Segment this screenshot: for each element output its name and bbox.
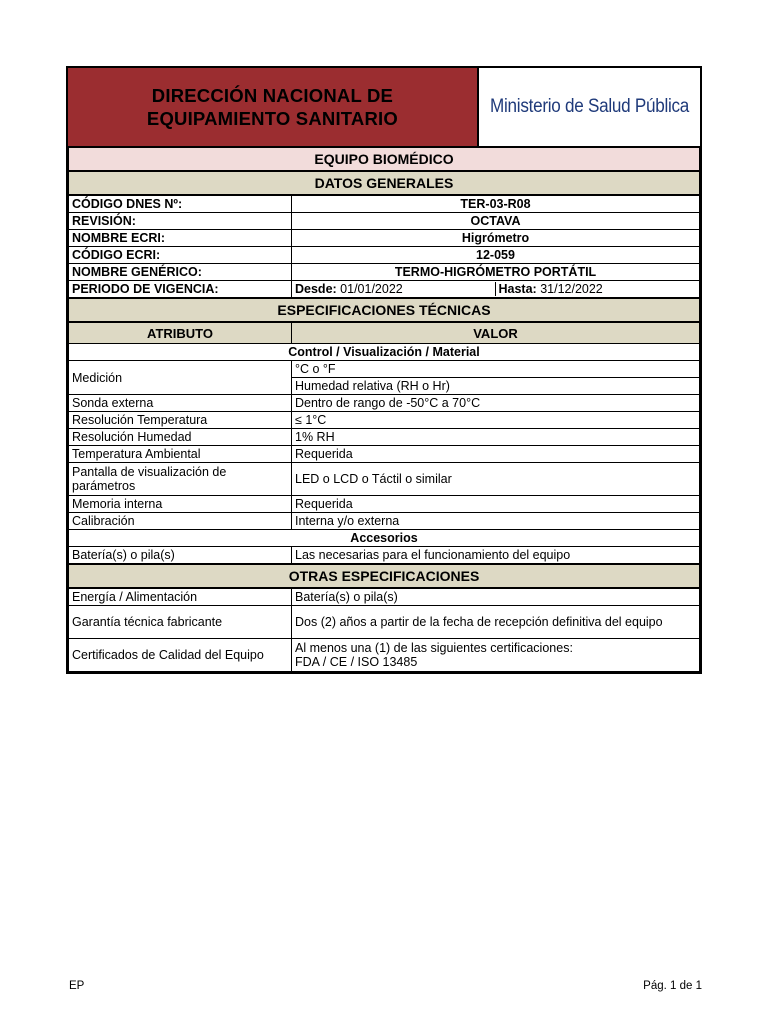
table-row [69,588,700,606]
header-title: DIRECCIÓN NACIONAL DE EQUIPAMIENTO SANITARIO [146,85,398,129]
medicion-value-2: Humedad relativa (RH o Hr) [292,378,699,395]
codigo-ecri-label: CÓDIGO ECRI: [69,247,292,264]
section-datos-label: DATOS GENERALES [69,171,700,195]
garantia-label: Garantía técnica fabricante [69,606,292,639]
table-row [69,281,700,299]
temp-amb-value: Requerida [292,446,700,463]
certificados-value [292,639,700,672]
memoria-label: Memoria interna [69,496,292,513]
table-row [69,213,700,230]
res-temp-label: Resolución Temperatura [69,412,292,429]
section-otras [69,564,700,588]
spec-sheet [66,66,702,674]
energia-label: Energía / Alimentación [69,588,292,606]
medicion-label: Medición [69,361,292,395]
section-datos [69,171,700,195]
table-row [69,361,700,395]
medicion-subtable [292,361,699,394]
res-hum-label: Resolución Humedad [69,429,292,446]
subsection-control [69,344,700,361]
res-temp-value: ≤ 1°C [292,412,700,429]
subsection-accesorios-label: Accesorios [69,530,700,547]
spec-table [68,147,700,672]
table-row [69,247,700,264]
nombre-generico-label: NOMBRE GENÉRICO: [69,264,292,281]
medicion-values [292,361,700,395]
bateria-value: Las necesarias para el funcionamiento del equipo [292,547,700,565]
nombre-ecri-value: Higrómetro [292,230,700,247]
periodo-label: PERIODO DE VIGENCIA: [69,281,292,299]
pantalla-value: LED o LCD o Táctil o similar [292,463,700,496]
memoria-value: Requerida [292,496,700,513]
revision-value: OCTAVA [292,213,700,230]
sonda-value: Dentro de rango de -50°C a 70°C [292,395,700,412]
bateria-label: Batería(s) o pila(s) [69,547,292,565]
ministry-logo-block [479,68,700,146]
subsection-accesorios [69,530,700,547]
energia-value: Batería(s) o pila(s) [292,588,700,606]
hasta-value: 31/12/2022 [540,282,603,296]
codigo-dnes-label: CÓDIGO DNES Nº: [69,195,292,213]
desde-value: 01/01/2022 [340,282,403,296]
table-row [69,496,700,513]
calibracion-value: Interna y/o externa [292,513,700,530]
medicion-value-1: °C o °F [295,362,336,376]
codigo-ecri-value: 12-059 [292,247,700,264]
footer-left: EP [69,980,85,992]
calibracion-label: Calibración [69,513,292,530]
desde-label: Desde: [295,282,337,296]
subsection-control-label: Control / Visualización / Material [69,344,700,361]
table-row [69,230,700,247]
table-row [69,547,700,565]
footer-page-number: Pág. 1 de 1 [643,980,702,992]
certificados-line-2: FDA / CE / ISO 13485 [295,655,418,669]
valor-header: VALOR [292,322,700,344]
certificados-label: Certificados de Calidad del Equipo [69,639,292,672]
section-otras-label: OTRAS ESPECIFICACIONES [69,564,700,588]
pantalla-label: Pantalla de visualización de parámetros [69,463,292,496]
desde-cell [292,282,496,296]
certificados-line-1: Al menos una (1) de las siguientes certificaciones: [295,641,573,655]
nombre-generico-value: TERMO-HIGRÓMETRO PORTÁTIL [292,264,700,281]
res-hum-value: 1% RH [292,429,700,446]
ministry-logo: Ministerio de Salud Pública [489,96,689,117]
header-title-block [68,68,479,146]
hasta-label: Hasta: [498,282,537,296]
table-row [69,446,700,463]
section-especificaciones-label: ESPECIFICACIONES TÉCNICAS [69,298,700,322]
hasta-cell [496,282,700,296]
revision-label: REVISIÓN: [69,213,292,230]
table-row [69,412,700,429]
table-row [69,395,700,412]
nombre-ecri-label: NOMBRE ECRI: [69,230,292,247]
table-row [69,264,700,281]
sonda-label: Sonda externa [69,395,292,412]
table-row [69,429,700,446]
section-equipo-label: EQUIPO BIOMÉDICO [69,148,700,172]
table-row [69,606,700,639]
table-row [69,463,700,496]
section-equipo [69,148,700,172]
table-row [69,513,700,530]
section-especificaciones [69,298,700,322]
atributo-header: ATRIBUTO [69,322,292,344]
garantia-value: Dos (2) años a partir de la fecha de recepción definitiva del equipo [292,606,700,639]
table-row [69,195,700,213]
codigo-dnes-value: TER-03-R08 [292,195,700,213]
periodo-value [292,281,700,299]
document-header [68,68,700,147]
temp-amb-label: Temperatura Ambiental [69,446,292,463]
table-row [69,639,700,672]
spec-column-headers [69,322,700,344]
